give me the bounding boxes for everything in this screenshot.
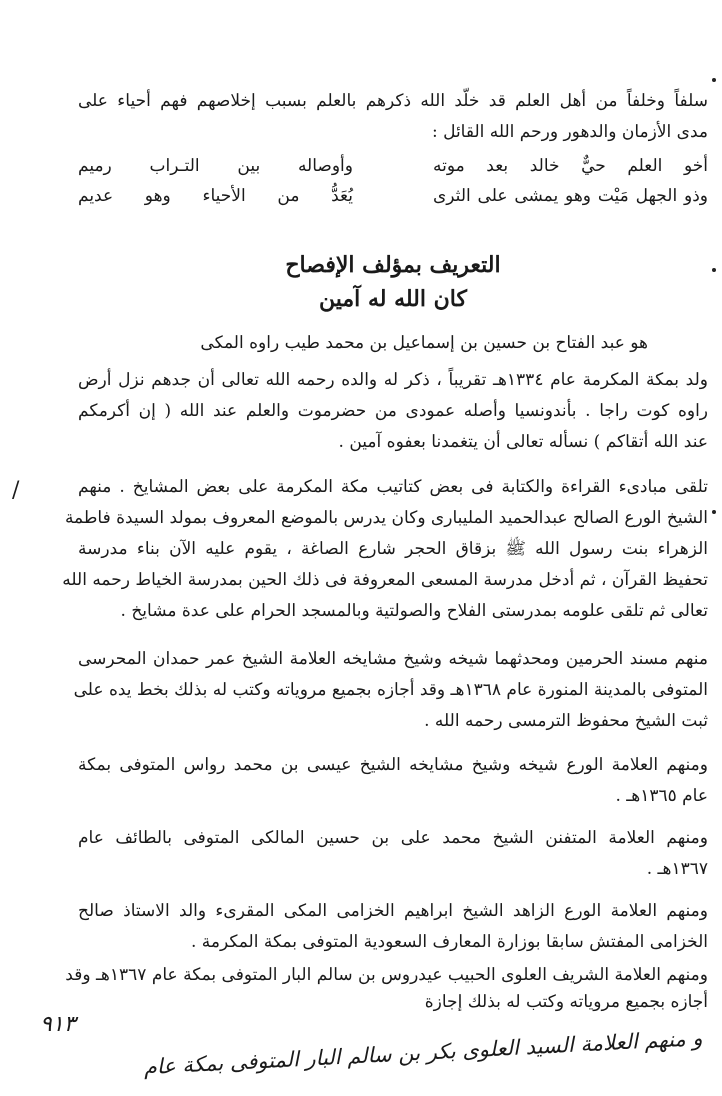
text-line: تلقى مبادىء القراءة والكتابة فى بعض كتاتيب مكة المكرمة على بعض المشايخ . منهم	[78, 477, 708, 497]
text-line: منهم مسند الحرمين ومحدثهما شيخه وشيخ مشايخه العلامة الشيخ عمر حمدان المحرسى	[78, 649, 708, 669]
text-line: عند الله أتقاكم ) نسأله تعالى أن يتغمدنا بعفوه آمين .	[338, 432, 708, 452]
text-line: هو عبد الفتاح بن حسين بن إسماعيل بن محمد طيب راوه المكى	[200, 333, 648, 353]
handwritten-page-number: ٩١٣	[40, 1012, 76, 1037]
text-line: عام ١٣٦٥هـ .	[615, 786, 708, 806]
margin-dot	[712, 510, 716, 514]
study-paragraph	[62, 472, 708, 627]
teacher-paragraph	[78, 750, 708, 812]
poem-first-hemistich: وذو الجهل مَيْت وهو يمشى على الثرى	[433, 186, 708, 206]
text-line: المتوفى بالمدينة المنورة عام ١٣٦٨هـ وقد أجازه بجميع مروياته وكتب له بذلك بخط يده على	[73, 680, 708, 700]
poem-verse	[78, 186, 708, 216]
teacher-paragraph	[78, 896, 708, 958]
text-line: مدى الأزمان والدهور ورحم الله القائل :	[431, 122, 708, 142]
margin-mark: /	[12, 478, 20, 503]
text-line: ومنهم العلامة الورع الزاهد الشيخ ابراهيم الخزامى المكى المقرىء والد الاستاذ صالح	[78, 901, 708, 921]
text-line: ولد بمكة المكرمة عام ١٣٣٤هـ تقريباً ، ذكر له والده رحمه الله تعالى أن جدهم نزل أرض	[78, 370, 708, 390]
section-heading: التعريف بمؤلف الإفصاح	[285, 252, 501, 278]
poem-first-hemistich: أخو العلم حيٌّ خالد بعد موته	[433, 156, 708, 176]
text-line: أجازه بجميع مروياته وكتب له بذلك إجازة	[424, 992, 708, 1012]
poem-second-hemistich: وأوصاله بين التـراب رميم	[78, 156, 353, 176]
text-line: راوه كوت راجا . بأندونسيا وأصله عمودى من حضرموت والعلم عند الله ( إن أكرمكم	[78, 401, 708, 421]
teacher-paragraph	[65, 962, 708, 1016]
name-paragraph	[78, 328, 648, 359]
text-line: الزهراء بنت رسول الله ﷺ بزقاق الحجر شارع الصاغة ، يقوم عليه الآن بناء مدرسة	[78, 539, 708, 559]
poem	[78, 156, 708, 216]
teacher-paragraph	[73, 644, 708, 737]
text-line: الخزامى المفتش سابقا بوزارة المعارف السعودية المتوفى بمكة المكرمة .	[190, 932, 708, 952]
text-line: ومنهم العلامة الشريف العلوى الحبيب عيدروس بن سالم البار المتوفى بمكة عام ١٣٦٧هـ وقد	[65, 965, 708, 985]
margin-dot	[712, 78, 716, 82]
teacher-paragraph	[78, 823, 708, 885]
text-line: ١٣٦٧هـ .	[646, 859, 708, 879]
margin-dot	[712, 268, 716, 272]
text-line: سلفاً وخلفاً من أهل العلم قد خلّد الله ذكرهم بالعلم بسبب إخلاصهم فهم أحياء على	[78, 91, 708, 111]
text-line: ثبت الشيخ محفوظ الترمسى رحمه الله .	[424, 711, 708, 731]
text-line: ومنهم العلامة المتفنن الشيخ محمد على بن حسين المالكى المتوفى بالطائف عام	[78, 828, 708, 848]
poem-verse	[78, 156, 708, 186]
text-line: تحفيظ القرآن ، ثم أدخل مدرسة المسعى المعروفة فى ذلك الحين بمدرسة الخياط رحمه الله	[62, 570, 708, 590]
text-line: تعالى ثم تلقى علومه بمدرستى الفلاح والصولتية وبالمسجد الحرام على عدة مشايخ .	[120, 601, 708, 621]
section-subheading: كان الله له آمين	[319, 286, 467, 312]
poem-second-hemistich: يُعَدُّ من الأحياء وهو عديم	[78, 186, 353, 206]
handwritten-note: و منهم العلامة السيد العلوى بكر بن سالم البار المتوفى بمكة عام	[142, 1026, 703, 1080]
intro-paragraph	[78, 86, 708, 148]
birth-paragraph	[78, 365, 708, 458]
text-line: الشيخ الورع الصالح عبدالحميد المليبارى وكان يدرس بالموضع المعروف بمولد السيدة فاطمة	[64, 508, 708, 528]
text-line: ومنهم العلامة الورع شيخه وشيخ مشايخه الشيخ عيسى بن محمد رواس المتوفى بمكة	[78, 755, 708, 775]
